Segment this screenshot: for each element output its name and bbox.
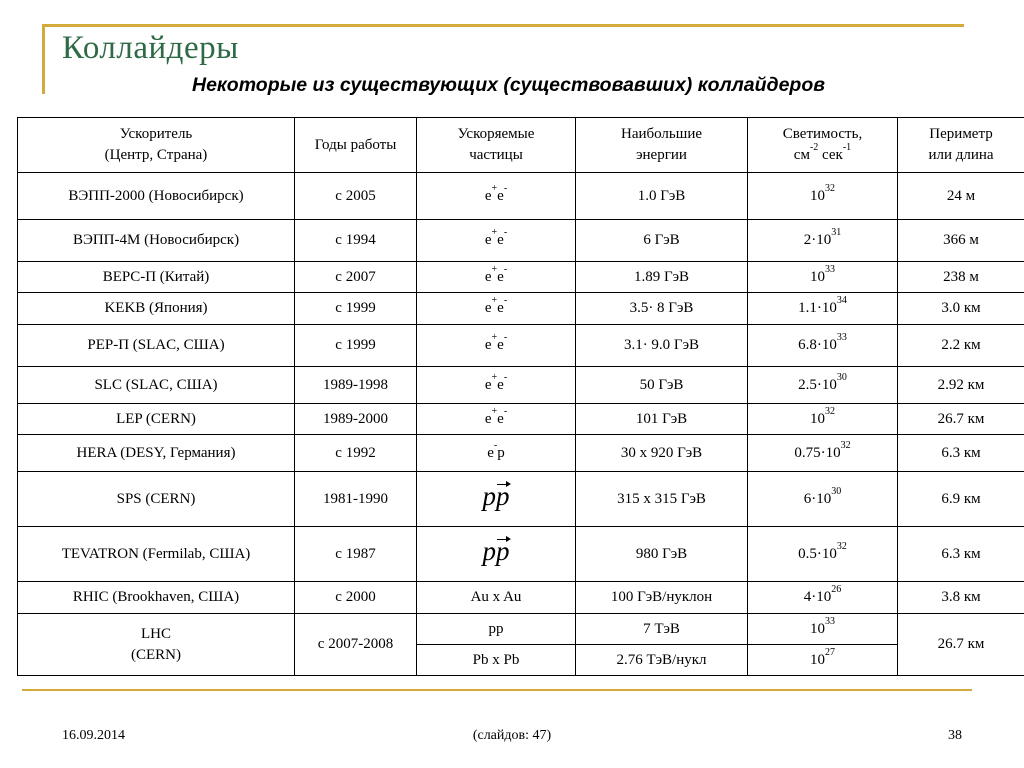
cell-length: 26.7 км <box>898 614 1024 676</box>
cell-length: 238 м <box>898 262 1024 293</box>
cell-luminosity <box>748 262 898 293</box>
particle-1-charge: + <box>491 182 498 194</box>
luminosity-exponent: 34 <box>836 295 847 306</box>
cell-particles <box>417 472 576 527</box>
table-row <box>18 404 1024 435</box>
particle-2-charge: - <box>503 295 508 306</box>
cell-luminosity <box>748 173 898 220</box>
table-row <box>18 527 1024 582</box>
cell-luminosity <box>748 472 898 527</box>
particle-2: p <box>497 444 505 461</box>
cell-years: с 2007 <box>295 262 417 293</box>
table-row <box>18 220 1024 262</box>
cell-particles: Pb x Pb <box>417 645 576 676</box>
cell-length: 2.2 км <box>898 325 1024 367</box>
cell-length: 26.7 км <box>898 404 1024 435</box>
luminosity-base: 4·10 <box>803 589 832 605</box>
luminosity-base: 2.5·10 <box>798 376 837 393</box>
luminosity-exponent: 33 <box>825 263 835 275</box>
cell-accelerator: BEPC-П (Китай) <box>18 262 295 293</box>
particle-2-charge: - <box>503 227 508 238</box>
luminosity-exponent: 30 <box>831 485 842 497</box>
cell-accelerator: LHC (CERN) <box>18 614 295 676</box>
particle-1: e <box>484 232 492 248</box>
table-row <box>18 435 1024 472</box>
cell-energy: 30 x 920 ГэВ <box>576 435 748 472</box>
particle-2: e <box>497 376 504 393</box>
cell-years: 1981-1990 <box>295 472 417 527</box>
luminosity-base: 6.8·10 <box>798 337 837 353</box>
table-row <box>18 262 1024 293</box>
cell-accelerator: TEVATRON (Fermilab, США) <box>18 527 295 582</box>
cell-energy: 980 ГэВ <box>576 527 748 582</box>
top-accent-line <box>42 24 964 27</box>
cell-particles <box>417 293 576 325</box>
header-perimeter: Периметр или длина <box>898 118 1024 173</box>
table-row <box>18 293 1024 325</box>
cell-accelerator: ВЭПП-4М (Новосибирск) <box>18 220 295 262</box>
luminosity-exponent: 26 <box>831 584 842 595</box>
cell-luminosity <box>748 435 898 472</box>
cell-years: с 1992 <box>295 435 417 472</box>
cell-particles <box>417 325 576 367</box>
particle-2: e <box>497 232 504 248</box>
luminosity-exponent: 32 <box>836 540 847 552</box>
header-energy: Наибольшие энергии <box>576 118 748 173</box>
cell-energy: 7 ТэВ <box>576 614 748 645</box>
antiparticle-arrow: p <box>496 535 510 566</box>
particle-1-charge: + <box>491 295 498 306</box>
particle-1-charge: + <box>491 263 498 275</box>
particle-2-charge: - <box>503 405 508 417</box>
particle-1: e <box>484 187 492 204</box>
cell-energy: 101 ГэВ <box>576 404 748 435</box>
header-luminosity: Светимость, $см^{-2}$ сек$^{-1}$ <box>748 118 898 173</box>
luminosity-exponent: 33 <box>836 332 847 343</box>
table-row <box>18 472 1024 527</box>
cell-particles <box>417 527 576 582</box>
cell-years: с 1994 <box>295 220 417 262</box>
cell-accelerator: HERA (DESY, Германия) <box>18 435 295 472</box>
particle-1: e <box>484 376 492 393</box>
cell-accelerator: ВЭПП-2000 (Новосибирск) <box>18 173 295 220</box>
luminosity-base: 10 <box>810 268 825 285</box>
cell-years: с 1999 <box>295 325 417 367</box>
particle-2: e <box>497 268 504 285</box>
particle-1: e <box>484 300 492 316</box>
cell-luminosity <box>748 220 898 262</box>
slide-subtitle: Некоторые из существующих (существовавших) коллайдеров <box>192 74 826 96</box>
cell-accelerator: SPS (CERN) <box>18 472 295 527</box>
header-years: Годы работы <box>295 118 417 173</box>
pp-letter: p <box>482 535 496 566</box>
particle-1-charge: - <box>493 439 498 451</box>
cell-accelerator: RHIC (Brookhaven, США) <box>18 582 295 614</box>
table-row <box>18 173 1024 220</box>
cell-luminosity <box>748 404 898 435</box>
luminosity-base: 0.75·10 <box>794 444 841 461</box>
footer-date: 16.09.2014 <box>62 728 125 743</box>
cell-luminosity <box>748 367 898 404</box>
particle-2-charge: - <box>503 263 508 275</box>
cell-particles <box>417 220 576 262</box>
cell-energy: 3.5· 8 ГэВ <box>576 293 748 325</box>
proton-antiproton-symbol <box>483 536 510 566</box>
cell-energy: 3.1· 9.0 ГэВ <box>576 325 748 367</box>
cell-years: 1989-1998 <box>295 367 417 404</box>
cell-energy: 1.89 ГэВ <box>576 262 748 293</box>
particle-2: e <box>497 187 504 204</box>
cell-years: 1989-2000 <box>295 404 417 435</box>
particle-1-charge: + <box>491 332 498 343</box>
luminosity-base: 0.5·10 <box>798 545 837 562</box>
cell-luminosity <box>748 527 898 582</box>
cell-luminosity: $10^{27}$ <box>748 645 898 676</box>
cell-particles <box>417 173 576 220</box>
table-row-lhc-pp <box>18 614 1024 645</box>
antiparticle-arrow: p <box>496 480 510 511</box>
cell-luminosity <box>748 325 898 367</box>
header-particles: Ускоряемые частицы <box>417 118 576 173</box>
cell-length: 2.92 км <box>898 367 1024 404</box>
cell-energy: 50 ГэВ <box>576 367 748 404</box>
cell-length: 6.3 км <box>898 435 1024 472</box>
particle-2-charge: - <box>503 182 508 194</box>
luminosity-exponent: 32 <box>825 182 835 194</box>
footer-page-number: 38 <box>948 728 962 743</box>
cell-energy: 2.76 ТэВ/нукл <box>576 645 748 676</box>
cell-years: с 1987 <box>295 527 417 582</box>
luminosity-exponent: 30 <box>836 371 847 383</box>
cell-length: 3.0 км <box>898 293 1024 325</box>
cell-particles: pp <box>417 614 576 645</box>
luminosity-exponent: 32 <box>825 405 835 417</box>
table-row <box>18 325 1024 367</box>
cell-luminosity <box>748 293 898 325</box>
cell-particles <box>417 435 576 472</box>
cell-length: 24 м <box>898 173 1024 220</box>
luminosity-base: 10 <box>810 410 825 427</box>
particle-2: e <box>497 337 504 353</box>
luminosity-base: 10 <box>810 187 825 204</box>
proton-antiproton-symbol <box>483 481 510 511</box>
cell-particles <box>417 262 576 293</box>
luminosity-exponent: 31 <box>831 227 842 238</box>
particle-2-charge: - <box>503 332 508 343</box>
cell-particles <box>417 367 576 404</box>
table-row <box>18 367 1024 404</box>
cell-accelerator: LEP (CERN) <box>18 404 295 435</box>
cell-years: с 1999 <box>295 293 417 325</box>
luminosity-base: 2·10 <box>803 232 832 248</box>
particle-2: e <box>497 300 504 316</box>
pp-letter: p <box>482 480 496 511</box>
cell-length: 3.8 км <box>898 582 1024 614</box>
particle-1: e <box>484 337 492 353</box>
slide-title: Коллайдеры <box>62 30 239 66</box>
particle-1: e <box>487 444 494 461</box>
cell-accelerator: SLC (SLAC, США) <box>18 367 295 404</box>
cell-energy: 315 x 315 ГэВ <box>576 472 748 527</box>
cell-luminosity: $10^{33}$ <box>748 614 898 645</box>
cell-length: 6.3 км <box>898 527 1024 582</box>
luminosity-base: 6·10 <box>803 490 832 507</box>
colliders-table <box>17 117 1024 676</box>
cell-accelerator: KEKB (Япония) <box>18 293 295 325</box>
cell-years: с 2005 <box>295 173 417 220</box>
cell-particles: Au x Au <box>417 582 576 614</box>
cell-years: с 2007-2008 <box>295 614 417 676</box>
cell-length: 6.9 км <box>898 472 1024 527</box>
luminosity-base: 1.1·10 <box>798 300 837 316</box>
footer-slide-count: (слайдов: 47) <box>472 728 552 743</box>
cell-luminosity <box>748 582 898 614</box>
particle-1-charge: + <box>491 405 498 417</box>
particle-2: e <box>497 410 504 427</box>
cell-years: с 2000 <box>295 582 417 614</box>
table-row <box>18 582 1024 614</box>
particle-2-charge: - <box>503 371 508 383</box>
cell-accelerator: PEP-П (SLAC, США) <box>18 325 295 367</box>
particle-1-charge: + <box>491 371 498 383</box>
particle-1-charge: + <box>491 227 498 238</box>
left-accent-line <box>42 24 45 94</box>
footer-divider <box>22 689 972 691</box>
particle-1: e <box>484 268 492 285</box>
table-header-row <box>18 118 1024 173</box>
cell-energy: 1.0 ГэВ <box>576 173 748 220</box>
cell-particles <box>417 404 576 435</box>
cell-length: 366 м <box>898 220 1024 262</box>
header-accelerator: Ускоритель (Центр, Страна) <box>18 118 295 173</box>
particle-1: e <box>484 410 492 427</box>
luminosity-exponent: 32 <box>840 439 851 451</box>
cell-energy: 100 ГэВ/нуклон <box>576 582 748 614</box>
cell-energy: 6 ГэВ <box>576 220 748 262</box>
